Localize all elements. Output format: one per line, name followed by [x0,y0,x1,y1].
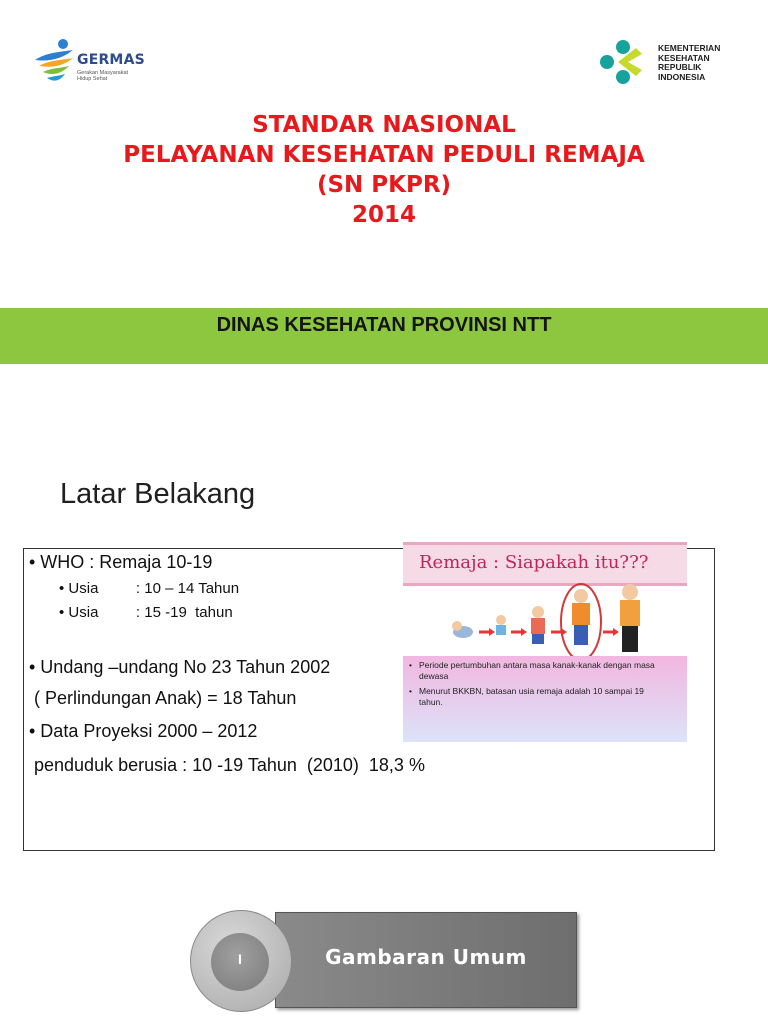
agency-name: DINAS KESEHATAN PROVINSI NTT [216,314,552,336]
section-banner-label: Gambaran Umum [325,945,527,969]
section-banner [190,910,580,1020]
germas-wordmark: GERMAS [77,52,145,68]
title-line2: PELAYANAN KESEHATAN PEDULI REMAJA [123,142,645,168]
note1-line1: • Periode pertumbuhan antara masa kanak-kanak dengan masa [419,660,655,670]
germas-emblem-icon [33,38,77,86]
bullet-who: • WHO : Remaja 10-19 [29,552,213,572]
kemenkes-text [658,44,720,82]
kemenkes-logo [590,30,750,98]
bullet-age-1: • Usia : 10 – 14 Tahun [59,580,240,597]
kemenkes-line4: INDONESIA [658,71,706,82]
title-line3: (SN PKPR) [316,172,452,198]
section-number-badge [190,910,292,1012]
agency-band [0,308,768,364]
kemenkes-line2: KESEHATAN [658,52,710,63]
germas-subtitle-line1: Gerakan Masyarakat [77,70,129,76]
note2-line1: • Menurut BKKBN, batasan usia remaja adalah 10 sampai 19 [419,686,644,696]
germas-subtitle [77,70,137,82]
illustration-note-2 [411,686,681,708]
remaja-illustration [403,534,687,744]
bullet-law: • Undang –undang No 23 Tahun 2002 [29,657,331,677]
illustration-note-1 [411,660,681,682]
bullet-projection-detail: penduduk berusia : 10 -19 Tahun (2010) 18,3 % [29,755,425,775]
bullet-age-2: • Usia : 15 -19 tahun [59,604,233,621]
title-year: 2014 [351,202,416,228]
section-banner-plate [275,912,577,1008]
germas-logo [33,38,163,88]
growth-stages-icon [403,580,687,660]
germas-subtitle-line2: Hidup Sehat [77,76,108,82]
bullet-projection: • Data Proyeksi 2000 – 2012 [29,721,258,741]
kemenkes-line3: REPUBLIK [658,62,702,73]
kemenkes-line1: KEMENTERIAN [658,43,721,53]
section-heading: Latar Belakang [60,478,256,510]
slide-title [0,110,768,230]
title-line1: STANDAR NASIONAL [252,112,516,138]
bullet-law-detail: ( Perlindungan Anak) = 18 Tahun [29,688,297,708]
kemenkes-emblem-icon [596,38,652,86]
section-number: I [238,951,242,967]
note2-line2: tahun. [419,697,443,707]
illustration-notes [403,656,687,742]
illustration-title: Remaja : Siapakah itu??? [419,552,649,573]
section-number-inner [211,933,269,991]
note1-line2: dewasa [419,671,449,681]
